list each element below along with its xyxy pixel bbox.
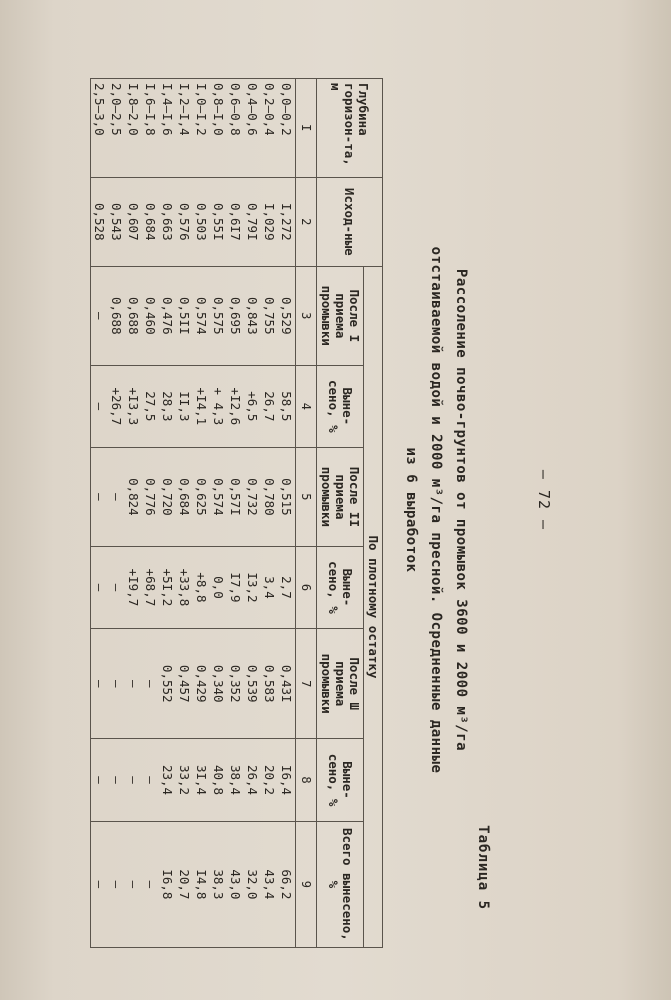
table-cell: 0,476 (159, 267, 176, 366)
table-cell: – (91, 448, 109, 547)
table-cell: I,8–2,0 (125, 79, 142, 178)
table-cell: – (108, 821, 125, 947)
table-cell: 0,843 (244, 267, 261, 366)
table-cell: +I2,6 (227, 365, 244, 448)
column-number: 6 (296, 546, 317, 629)
table-cell: 38,4 (227, 739, 244, 822)
table-cell: 0,5II (176, 267, 193, 366)
table-cell: I,272 (278, 177, 296, 266)
table-cell: II,3 (176, 365, 193, 448)
table-cell: 0,503 (193, 177, 210, 266)
table-row (261, 79, 278, 948)
table-cell: 0,539 (244, 629, 261, 739)
table-cell: – (108, 546, 125, 629)
table-cell: 0,552 (159, 629, 176, 739)
table-cell: I3,2 (244, 546, 261, 629)
table-cell: 0,6–0,8 (227, 79, 244, 178)
table-cell: 2,0–2,5 (108, 79, 125, 178)
table-cell: – (108, 629, 125, 739)
header-removed2: Выне-сено, % (317, 546, 364, 629)
table-row (244, 79, 261, 948)
column-number: 5 (296, 448, 317, 547)
table-cell: – (125, 821, 142, 947)
table-row (142, 79, 159, 948)
table-cell: 28,3 (159, 365, 176, 448)
table-cell: – (142, 629, 159, 739)
table-row (227, 79, 244, 948)
table-cell: +I9,7 (125, 546, 142, 629)
table-cell: 0,688 (108, 267, 125, 366)
table-cell: 0,543 (108, 177, 125, 266)
table-cell: – (91, 739, 109, 822)
header-removed3: Выне-сено, % (317, 739, 364, 822)
table-cell: 0,824 (125, 448, 142, 547)
table-cell: – (108, 739, 125, 822)
table-cell: – (125, 739, 142, 822)
table-cell: – (108, 448, 125, 547)
table-cell: – (91, 267, 109, 366)
table-cell: 3,4 (261, 546, 278, 629)
table-row (210, 79, 227, 948)
table-cell: 38,3 (210, 821, 227, 947)
table-cell: 0,663 (159, 177, 176, 266)
title-line: отстаиваемой водой и 2000 м³/га пресной. Осредненные данные (428, 246, 444, 774)
title-line: Рассоление почво-грунтов от промывок 3600 и 2000 м³/га (453, 268, 469, 752)
table-cell: I7,9 (227, 546, 244, 629)
header-group: По плотному остатку (364, 267, 383, 948)
table-cell: 0,0–0,2 (278, 79, 296, 178)
table-row (108, 79, 125, 948)
table-cell: – (91, 821, 109, 947)
column-number: 8 (296, 739, 317, 822)
table-cell: I,4–I,6 (159, 79, 176, 178)
column-number: 2 (296, 177, 317, 266)
table-cell: 66,2 (278, 821, 296, 947)
table-cell: 0,574 (193, 267, 210, 366)
header-initial: Исход-ные (317, 177, 383, 266)
table-cell: + 4,3 (210, 365, 227, 448)
table-cell: 0,429 (193, 629, 210, 739)
table-cell: 32,0 (244, 821, 261, 947)
table-cell: 26,4 (244, 739, 261, 822)
table-cell: 58,5 (278, 365, 296, 448)
table-cell: +I4,1 (193, 365, 210, 448)
table-cell: 3I,4 (193, 739, 210, 822)
table-title (398, 130, 473, 890)
page-number: – 72 – (535, 469, 553, 531)
table-cell: 2,7 (278, 546, 296, 629)
table-cell: I,0–I,2 (193, 79, 210, 178)
table-cell: – (91, 365, 109, 448)
table-cell: 0,79I (244, 177, 261, 266)
table-cell: 0,688 (125, 267, 142, 366)
table-cell: – (91, 629, 109, 739)
column-number: I (296, 79, 317, 178)
table-cell: 0,460 (142, 267, 159, 366)
table-row (159, 79, 176, 948)
table-cell: 0,2–0,4 (261, 79, 278, 178)
column-number-row (296, 79, 317, 948)
table-cell: 0,575 (210, 267, 227, 366)
table-cell: 0,695 (227, 267, 244, 366)
column-number: 3 (296, 267, 317, 366)
table-cell: +68,7 (142, 546, 159, 629)
table-cell: – (91, 546, 109, 629)
column-number: 4 (296, 365, 317, 448)
table-cell: 0,684 (142, 177, 159, 266)
table-cell: 0,755 (261, 267, 278, 366)
table-cell: 27,5 (142, 365, 159, 448)
table-cell: 0,780 (261, 448, 278, 547)
table-cell: 20,2 (261, 739, 278, 822)
table-cell: 0,4–0,6 (244, 79, 261, 178)
header-after3: После Ш приема промывки (317, 629, 364, 739)
table-cell: – (142, 739, 159, 822)
table-cell: 0,574 (210, 448, 227, 547)
table-cell: 0,340 (210, 629, 227, 739)
table-cell: +5I,2 (159, 546, 176, 629)
table-cell: 0,576 (176, 177, 193, 266)
table-cell: I,6–I,8 (142, 79, 159, 178)
table-cell: 0,607 (125, 177, 142, 266)
table-cell: 0,0 (210, 546, 227, 629)
header-after2: После II приема промывки (317, 448, 364, 547)
table-row (278, 79, 296, 948)
header-removed1: Выне-сено, % (317, 365, 364, 448)
table-cell: 0,732 (244, 448, 261, 547)
table-cell: 40,8 (210, 739, 227, 822)
header-total: Всего вынесено, % (317, 821, 364, 947)
table-cell: – (142, 821, 159, 947)
table-cell: I6,4 (278, 739, 296, 822)
header-after1: После I приема промывки (317, 267, 364, 366)
table-row (176, 79, 193, 948)
table-cell: 0,457 (176, 629, 193, 739)
table-cell: 2,5–3,0 (91, 79, 109, 178)
column-number: 7 (296, 629, 317, 739)
table-cell: I4,8 (193, 821, 210, 947)
table-cell: – (125, 629, 142, 739)
table-cell: I6,8 (159, 821, 176, 947)
table-cell: 43,4 (261, 821, 278, 947)
title-line: из 6 выработок (403, 447, 419, 573)
table-cell: 0,776 (142, 448, 159, 547)
table-cell: +26,7 (108, 365, 125, 448)
table-cell: 0,528 (91, 177, 109, 266)
table-cell: 0,583 (261, 629, 278, 739)
table-cell: 0,55I (210, 177, 227, 266)
table-cell: 0,625 (193, 448, 210, 547)
table-cell: +6,5 (244, 365, 261, 448)
table-row (193, 79, 210, 948)
table-row (125, 79, 142, 948)
table-cell: 0,8–I,0 (210, 79, 227, 178)
table-body (91, 79, 317, 948)
data-table (90, 78, 383, 948)
table-cell: I,029 (261, 177, 278, 266)
table-label: Таблица 5 (475, 825, 491, 910)
table-cell: 33,2 (176, 739, 193, 822)
table-cell: 23,4 (159, 739, 176, 822)
table-cell: 0,720 (159, 448, 176, 547)
table-row (91, 79, 109, 948)
table-cell: 0,515 (278, 448, 296, 547)
column-number: 9 (296, 821, 317, 947)
table-cell: 20,7 (176, 821, 193, 947)
table-cell: 0,684 (176, 448, 193, 547)
table-cell: +33,8 (176, 546, 193, 629)
table-cell: +I3,3 (125, 365, 142, 448)
table-cell: 0,529 (278, 267, 296, 366)
table-cell: 26,7 (261, 365, 278, 448)
table-cell: 0,57I (227, 448, 244, 547)
table-cell: 0,43I (278, 629, 296, 739)
table-cell: 0,352 (227, 629, 244, 739)
header-depth: Глубина горизон-та, м (317, 79, 383, 178)
table-cell: 43,0 (227, 821, 244, 947)
table-cell: 0,6I7 (227, 177, 244, 266)
table-cell: I,2–I,4 (176, 79, 193, 178)
table-cell: +8,8 (193, 546, 210, 629)
